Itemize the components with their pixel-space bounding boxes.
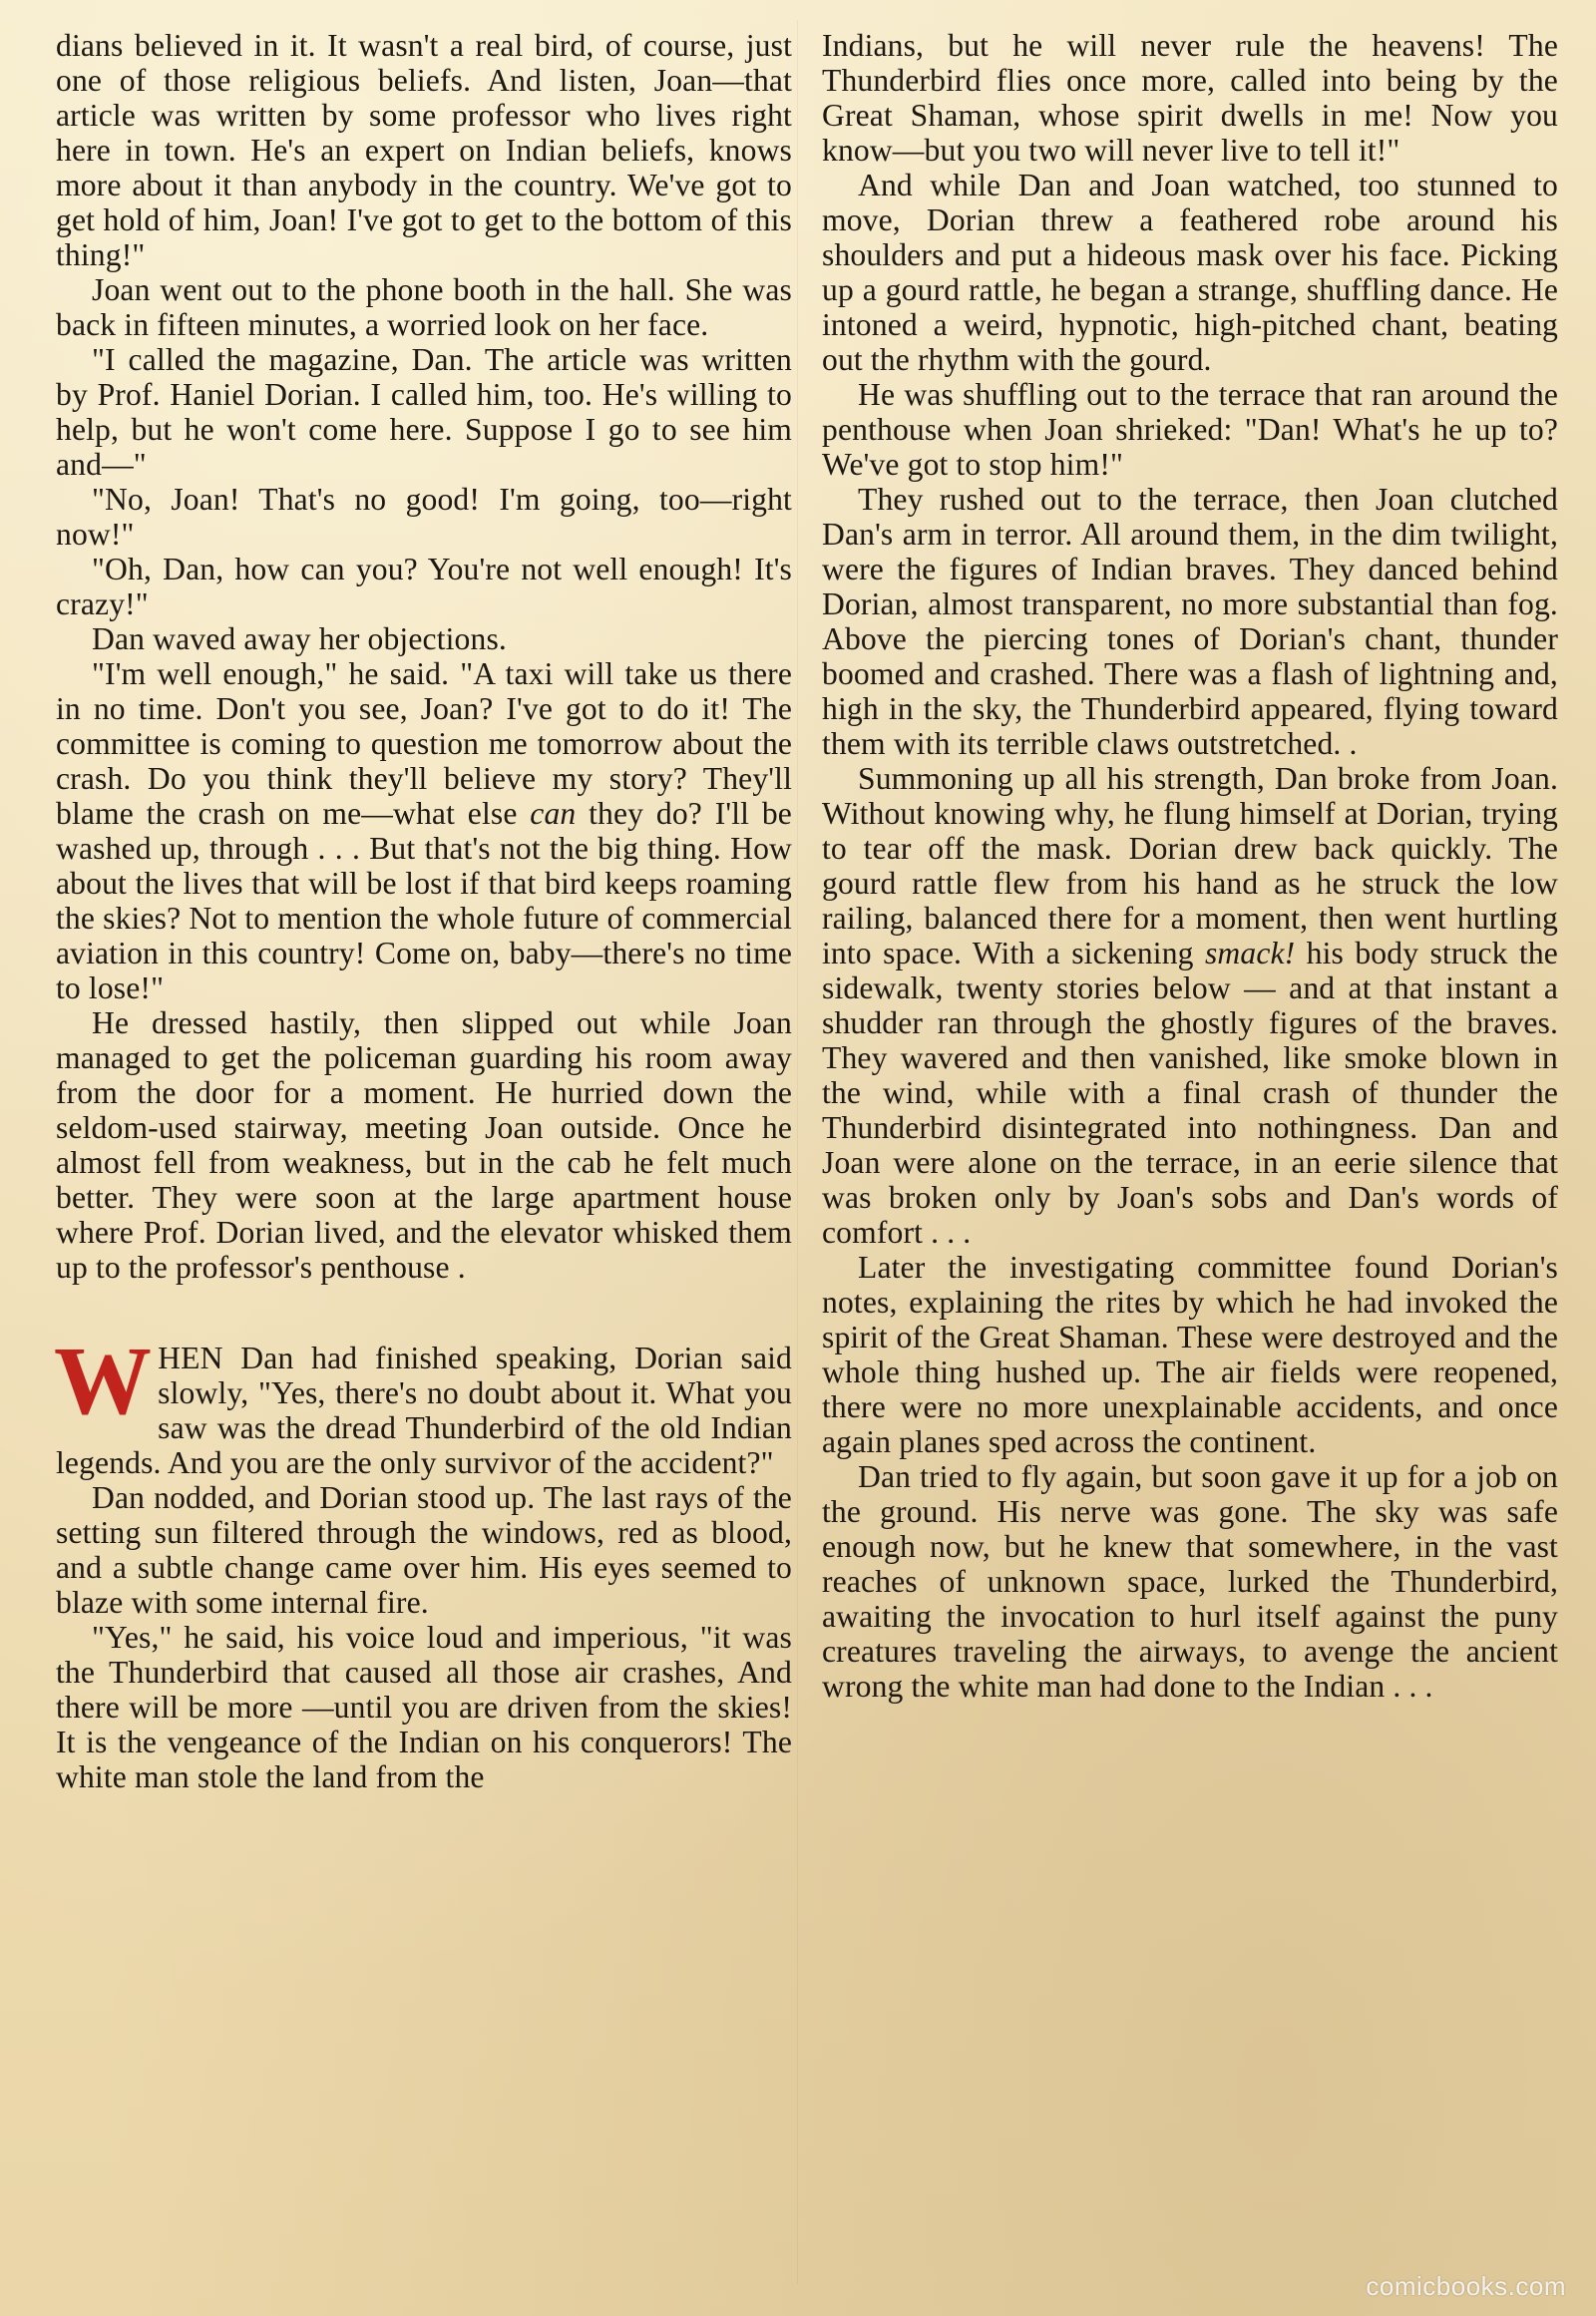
paragraph: dians believed in it. It wasn't a real bird, of course, just one of those religious beliefs. And listen, Joan—that article was written by some professor who lives right here in town. He's an expert on Indian beliefs, knows more about it than anybody in the country. We've got to get hold of him, Joan! I've got to get to the bottom of this thing!" — [56, 28, 792, 272]
paragraph — [56, 656, 792, 1005]
paragraph: Later the investigating committee found Dorian's notes, explaining the rites by which he had invoked the spirit of the Great Shaman. These were destroyed and the whole thing hushed up. The air fields were reopened, there were no more unexplainable accidents, and once again planes sped across the continent. — [822, 1250, 1558, 1459]
column-gutter — [797, 20, 798, 2284]
paragraph: Dan waved away her objections. — [92, 621, 507, 656]
text-run: Summoning up all his strength, Dan broke from Joan. Without knowing why, he flung himself at Dorian, trying to tear off the mask. Dorian drew back quickly. The gourd rattle flew from his hand as he struck the low railing, balanced there for a moment, then went hurtling into space. With a sickening — [822, 761, 1558, 970]
paragraph: They rushed out to the terrace, then Joan clutched Dan's arm in terror. All around them, in the dim twilight, were the figures of Indian braves. They danced behind Dorian, almost transparent, no more substantial than fog. Above the piercing tones of Dorian's chant, thunder boomed and crashed. There was a flash of lightning and, high in the sky, the Thunderbird appeared, flying toward them with its terrible claws outstretched. . — [822, 482, 1558, 761]
emphasis-text: smack! — [1204, 936, 1296, 970]
paragraph: "I called the magazine, Dan. The article was written by Prof. Haniel Dorian. I called him, too. He's willing to help, but he won't come here. Suppose I go to see him and—" — [56, 342, 792, 482]
section-opening-paragraph — [54, 1328, 792, 1480]
emphasis-text: can — [530, 796, 577, 831]
paragraph: "Yes," he said, his voice loud and imperious, "it was the Thunderbird that caused all those air crashes, And there will be more —until you are driven from the skies! It is the vengeance of the Indian on his conquerors! The white man stole the land from the — [56, 1620, 792, 1794]
right-column — [822, 28, 1558, 1704]
paragraph: "No, Joan! That's no good! I'm going, too—right now!" — [56, 482, 792, 552]
paragraph: He dressed hastily, then slipped out while Joan managed to get the policeman guarding his room away from the door for a moment. He hurried down the seldom-used stairway, meeting Joan outside. Once he almost fell from weakness, but in the cab he felt much better. They were soon at the large apartment house where Prof. Dorian lived, and the elevator whisked them up to the professor's penthouse . — [56, 1005, 792, 1285]
paragraph: "Oh, Dan, how can you? You're not well enough! It's crazy!" — [56, 552, 792, 621]
watermark: comicbooks.com — [1366, 2271, 1566, 2301]
drop-cap: W — [54, 1328, 153, 1435]
paragraph: Indians, but he will never rule the heavens! The Thunderbird flies once more, called into being by the Great Shaman, whose spirit dwells in me! Now you know—but you two will never live to tell it!" — [822, 28, 1558, 168]
paragraph: He was shuffling out to the terrace that ran around the penthouse when Joan shrieked: "Dan! What's he up to? We've got to stop him!" — [822, 377, 1558, 482]
paragraph — [822, 761, 1558, 1250]
left-column — [56, 28, 792, 1794]
paragraph: And while Dan and Joan watched, too stunned to move, Dorian threw a feathered robe around his shoulders and put a hideous mask over his face. Picking up a gourd rattle, he began a strange, shuffling dance. He intoned a weird, hypnotic, high-pitched chant, beating out the rhythm with the gourd. — [822, 168, 1558, 377]
text-run: HEN Dan had finished speaking, Dorian said slowly, "Yes, there's no doubt about it. What you saw was the dread Thunderbird of the old Indian legends. And you are the only survivor of the accident?" — [56, 1341, 792, 1480]
paragraph: Joan went out to the phone booth in the hall. She was back in fifteen minutes, a worried look on her face. — [56, 272, 792, 342]
paragraph: Dan nodded, and Dorian stood up. The last rays of the setting sun filtered through the windows, red as blood, and a subtle change came over him. His eyes seemed to blaze with some internal fire. — [56, 1480, 792, 1620]
text-run: his body struck the sidewalk, twenty stories below — and at that instant a shudder ran through the ghostly figures of the braves. They wavered and then vanished, like smoke blown in the wind, while with a final crash of thunder the Thunderbird disintegrated into nothingness. Dan and Joan were alone on the terrace, in an eerie silence that was broken only by Joan's sobs and Dan's words of comfort . . . — [822, 936, 1558, 1250]
text-run: "I'm well enough," he said. "A taxi will take us there in no time. Don't you see, Joan? I've got to do it! The committee is coming to question me tomorrow about the crash. Do you think they'll believe my story? They'll blame the crash on me—what else — [56, 656, 792, 831]
paragraph: Dan tried to fly again, but soon gave it up for a job on the ground. His nerve was gone. The sky was safe enough now, but he knew that somewhere, in the vast reaches of unknown space, lurked the Thunderbird, awaiting the invocation to hurl itself against the puny creatures traveling the airways, to avenge the ancient wrong the white man had done to the Indian . . . — [822, 1459, 1558, 1704]
text-run: they do? I'll be washed up, through . . . But that's not the big thing. How about the lives that will be lost if that bird keeps roaming the skies? Not to mention the whole future of commercial aviation in this country! Come on, baby—there's no time to lose!" — [56, 796, 792, 1005]
